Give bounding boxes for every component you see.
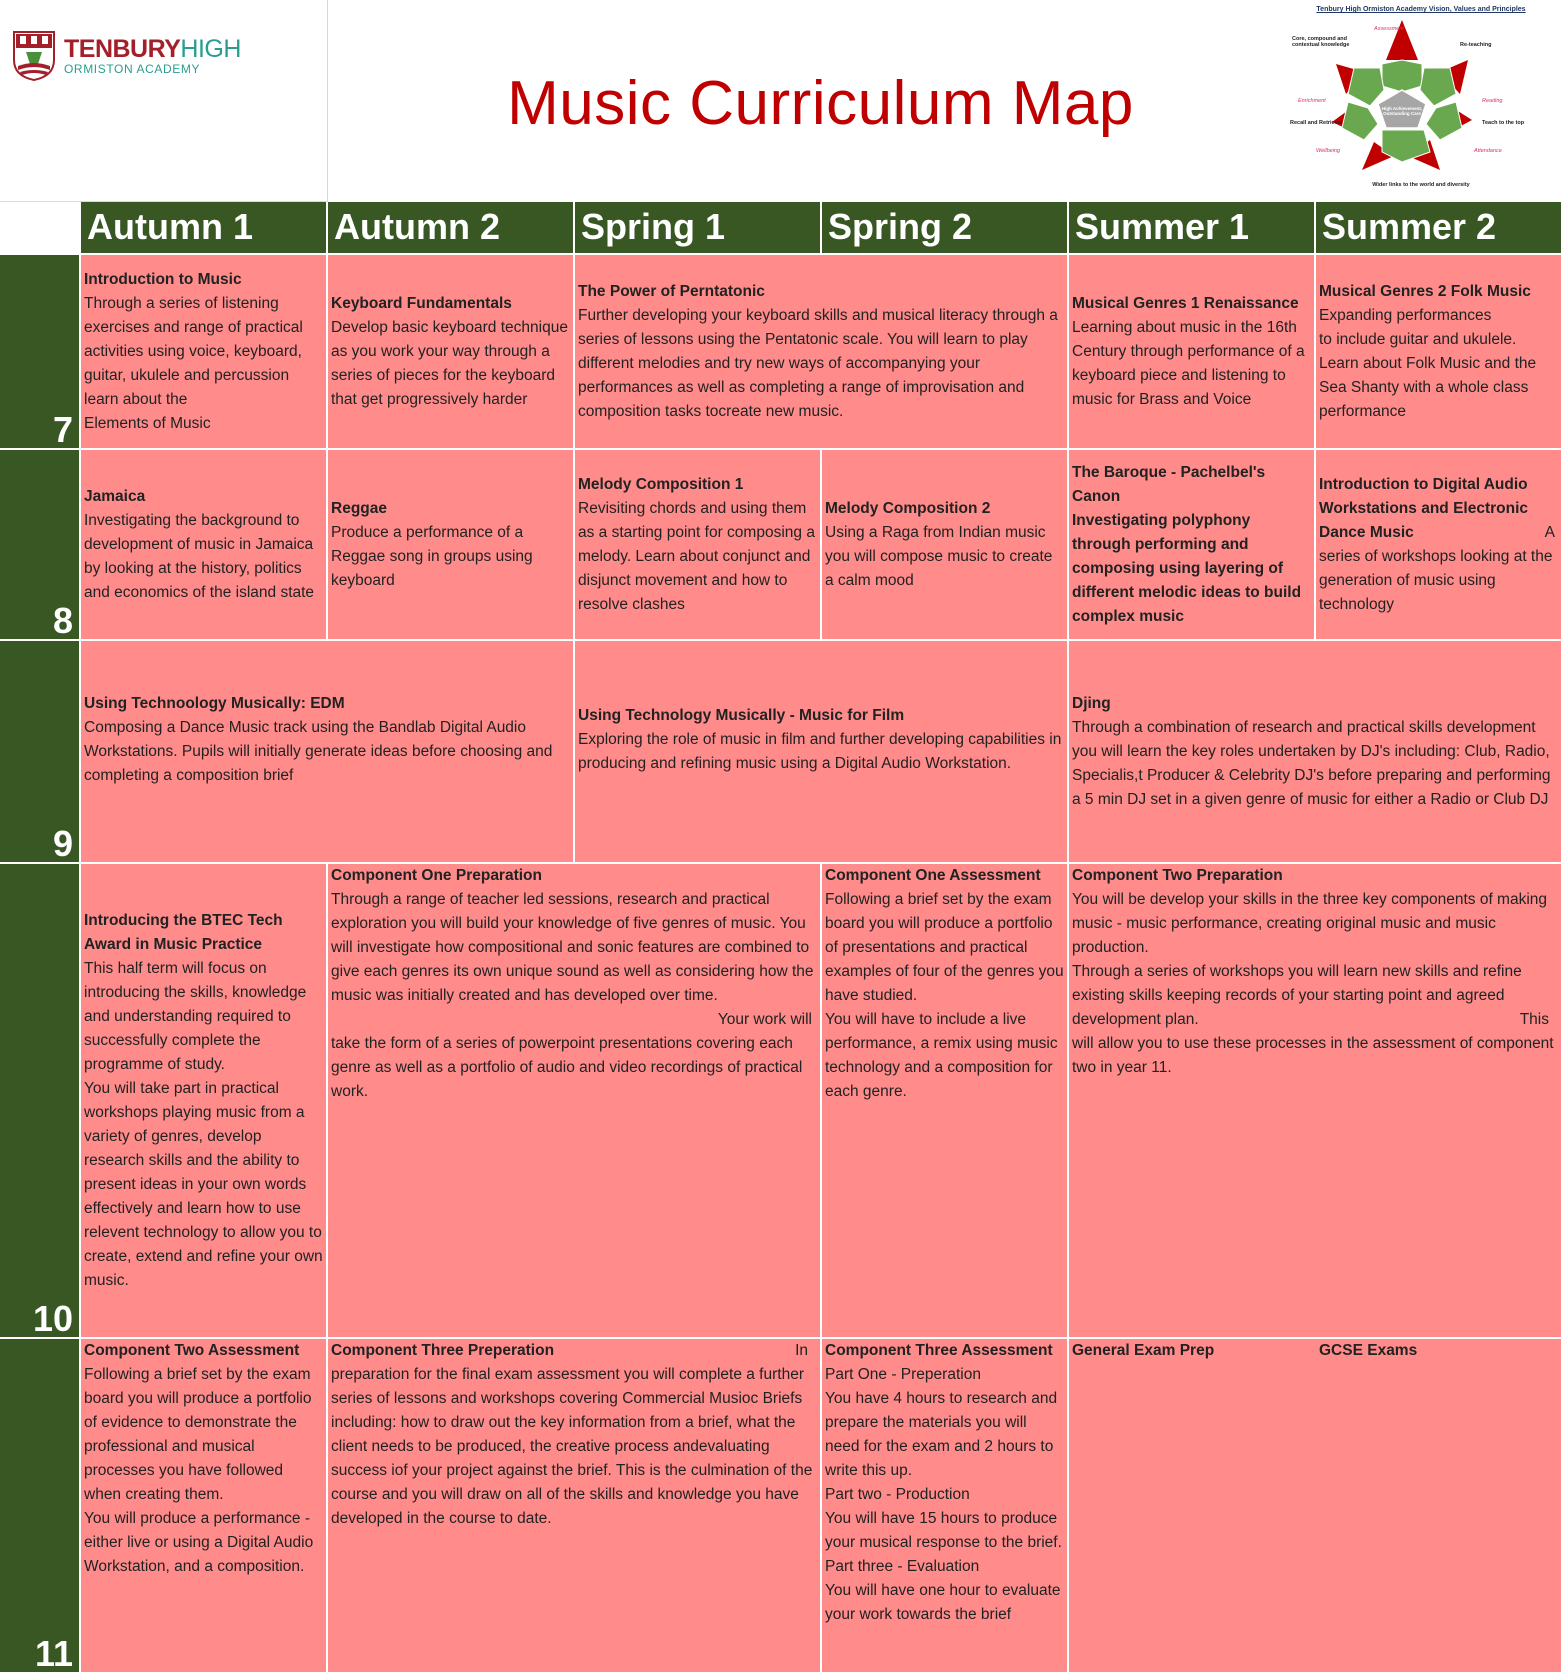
curriculum-cell — [822, 1339, 1067, 1672]
curriculum-cell — [81, 450, 326, 639]
unit-title: Component Three Preperation — [331, 1342, 555, 1359]
unit-description: Revisiting chords and using them as a starting point for composing a melody. Learn about conjunct and disjunct movement and how to resolve clashes — [578, 499, 815, 613]
year-label: 11 — [0, 1339, 79, 1672]
vision-label-enrichment: Enrichment — [1298, 98, 1326, 104]
year-label: 10 — [0, 864, 79, 1337]
curriculum-cell — [1069, 864, 1561, 1337]
term-header: Spring 1 — [575, 202, 820, 253]
curriculum-cell — [1069, 641, 1561, 862]
unit-header-row — [1072, 1339, 1559, 1363]
vision-diagram — [1290, 2, 1560, 200]
vision-title: Tenbury High Ormiston Academy Vision, Values and Principles — [1316, 6, 1526, 13]
logo-panel — [0, 0, 328, 202]
logo-wordmark: TENBURYHIGH — [64, 35, 241, 63]
unit-description: Produce a performance of a Reggae song in groups using keyboard — [331, 523, 533, 589]
vision-label-teach-top: Teach to the top — [1482, 120, 1525, 126]
curriculum-cell — [575, 641, 1067, 862]
vision-label-attendance: Attendance — [1474, 148, 1502, 154]
page-title: Music Curriculum Map — [507, 68, 1134, 138]
curriculum-cell — [575, 450, 820, 639]
unit-description: Investigating the background to development of music in Jamaica by looking at the history, politics and economics of the island state — [84, 511, 315, 601]
unit-title: Reggae — [331, 499, 387, 517]
unit-description: Exploring the role of music in film and further developing capabilities in producing and refining music using a Digital Audio Workstation. — [578, 730, 1062, 772]
unit-title: Using Technoology Musically: EDM — [84, 694, 345, 712]
unit-description: Using a Raga from Indian music you will compose music to create a calm mood — [825, 523, 1053, 589]
unit-title: Introduction to Digital Audio Workstations and Electronic Dance Music — [1319, 475, 1529, 541]
term-header: Summer 2 — [1316, 202, 1561, 253]
unit-description: Through a combination of research and practical skills development you will learn the key roles undertaken by DJ's including: Club, Radio, Specialis,t Producer & Celebrity DJ's before preparing and performing a 5 min DJ set in a given genre of music for either a Radio or Club DJ — [1072, 718, 1551, 808]
vision-label-wellbeing: Wellbeing — [1316, 148, 1341, 154]
crest-icon — [12, 30, 56, 82]
unit-title: Introducing the BTEC Tech Award in Music Practice — [84, 911, 283, 953]
unit-title: The Baroque - Pachelbel's Canon — [1072, 463, 1266, 505]
unit-description: take the form of a series of powerpoint presentations covering each genre as well as a portfolio of audio and video recordings of practical work. — [331, 1035, 803, 1100]
unit-title: Musical Genres 2 Folk Music — [1319, 282, 1531, 300]
unit-title: Component Two Assessment — [84, 1342, 300, 1359]
unit-title: Musical Genres 1 Renaissance — [1072, 294, 1299, 312]
curriculum-cell — [822, 864, 1067, 1337]
unit-description: Further developing your keyboard skills and musical literacy through a series of lessons using the Pentatonic scale. You will learn to play different melodies and try new ways of accompanying your performances as well as completing a range of improvisation and composition tasks tocreate new music. — [578, 306, 1058, 420]
vision-label-reteaching: Re-teaching — [1460, 42, 1492, 48]
unit-description: Composing a Dance Music track using the Bandlab Digital Audio Workstations. Pupils will initially generate ideas before choosing and completing a composition brief — [84, 718, 553, 784]
unit-title: Component Two Preparation — [1072, 867, 1283, 884]
unit-title: Jamaica — [84, 487, 146, 505]
unit-description: Expanding performances to include guitar and ukulele. Learn about Folk Music and the Sea Shanty with a whole class performance — [1319, 306, 1537, 420]
vision-star-graphic — [1290, 2, 1552, 200]
unit-title: Using Technology Musically - Music for Film — [578, 706, 905, 724]
curriculum-cell — [328, 255, 573, 448]
curriculum-cell — [328, 864, 820, 1337]
unit-title: General Exam Prep — [1072, 1342, 1215, 1359]
curriculum-cell — [328, 450, 573, 639]
unit-description: Through a range of teacher led sessions, research and practical exploration you will build your knowledge of five genres of music. You will investigate how compositional and sonic features are combined to give each genres its own unique sound as well as considering how the music was initially created and has developed over time. Your work will — [331, 888, 818, 1032]
vision-center-label: High Achievement, Outstanding Care — [1381, 106, 1423, 116]
unit-description: Develop basic keyboard technique as you work your way through a series of pieces for the keyboard that get progressively harder — [331, 318, 568, 408]
unit-description: Following a brief set by the exam board you will produce a portfolio of presentations and practical examples of four of the genres you have studied. You will have to include a live performance, a remix using music technology and a composition for each genre. — [825, 891, 1064, 1100]
curriculum-cell — [1316, 450, 1561, 639]
unit-title: Introduction to Music — [84, 270, 242, 288]
year-label: 8 — [0, 450, 79, 639]
unit-description-tail: Your work will — [717, 1011, 812, 1028]
curriculum-cell — [1069, 255, 1314, 448]
school-logo — [12, 30, 241, 82]
term-header: Summer 1 — [1069, 202, 1314, 253]
curriculum-cell — [1069, 1339, 1561, 1672]
unit-title: Component Three Assessment — [825, 1342, 1053, 1359]
term-header: Autumn 1 — [81, 202, 326, 253]
unit-description: Learning about music in the 16th Century through performance of a keyboard piece and listening to music for Brass and Voice — [1072, 318, 1305, 408]
unit-title: Component One Preparation — [331, 867, 542, 884]
unit-title: Djing — [1072, 694, 1111, 712]
unit-title: GCSE Exams — [1319, 1342, 1418, 1359]
year-label: 7 — [0, 255, 79, 448]
curriculum-cell — [822, 450, 1067, 639]
term-header: Autumn 2 — [328, 202, 573, 253]
unit-marker: A — [1544, 523, 1555, 541]
curriculum-cell — [328, 1339, 820, 1672]
vision-label-assessment: Assessment — [1374, 26, 1404, 32]
unit-description-tail: This — [1519, 1011, 1549, 1028]
title-panel — [328, 0, 1313, 202]
unit-description: You will be develop your skills in the three key components of making music - music performance, creating original music and music production. Through a series of workshops you will learn new skills and refine existing skills keeping records of your starting point and agreed development plan. This — [1072, 888, 1559, 1032]
vision-label-recall: Recall and Retrieval — [1290, 120, 1343, 126]
curriculum-cell — [1069, 450, 1314, 639]
logo-subtitle: ORMISTON ACADEMY — [64, 62, 201, 76]
unit-description: Through a series of listening exercises and range of practical activities using voice, keyboard, guitar, ukulele and percussion learn about the Elements of Music — [84, 294, 303, 432]
unit-description: Following a brief set by the exam board you will produce a portfolio of evidence to demonstrate the professional and musical processes you have followed when creating them. You will produce a performance - either live or using a Digital Audio Workstation, and a composition. — [84, 1366, 314, 1575]
vision-footer: Wider links to the world and diversity — [1372, 182, 1470, 188]
unit-header-row — [331, 1339, 818, 1363]
unit-title: Melody Composition 1 — [578, 475, 744, 493]
unit-lead: In — [795, 1342, 808, 1359]
vision-label-core: Core, compound and contextual knowledge — [1292, 36, 1350, 48]
unit-title: Component One Assessment — [825, 867, 1041, 884]
unit-title: Melody Composition 2 — [825, 499, 991, 517]
unit-description: This half term will focus on introducing the skills, knowledge and understanding required to successfully complete the programme of study. You will take part in practical workshops playing music from a variety of genres, develop research skills and the ability to present ideas in your own words effectively and learn how to use relevent technology to allow you to create, extend and refine your own music. — [84, 959, 323, 1289]
unit-description: series of workshops looking at the generation of music using technology — [1319, 547, 1553, 613]
vision-label-reading: Reading — [1482, 98, 1503, 104]
unit-description: preparation for the final exam assessment you will complete a further series of lessons and workshops covering Commercial Musioc Briefs including: how to draw out the key information from a brief, what the client needs to be produced, the creative process andevaluating success iof your project against the brief. This is the culmination of the course and you will draw on all of the skills and knowledge you have developed in the course to date. — [331, 1366, 813, 1527]
unit-description: Part One - Preperation You have 4 hours to research and prepare the materials you will need for the exam and 2 hours to write this up. Part two - Production You will have 15 hours to produce your musical response to the brief. Part three - Evaluation You will have one hour to evaluate your work towards the brief — [825, 1366, 1062, 1623]
unit-title: Keyboard Fundamentals — [331, 294, 512, 312]
term-header: Spring 2 — [822, 202, 1067, 253]
grid-corner — [0, 202, 79, 253]
unit-title: The Power of Perntatonic — [578, 282, 765, 300]
curriculum-cell — [575, 255, 1067, 448]
unit-description: Investigating polyphony through performing and composing using layering of different melodic ideas to build complex music — [1072, 511, 1302, 625]
unit-description: will allow you to use these processes in the assessment of component two in year 11. — [1072, 1035, 1554, 1076]
curriculum-grid — [0, 202, 1563, 1680]
curriculum-cell — [81, 255, 326, 448]
curriculum-cell — [1316, 255, 1561, 448]
curriculum-cell — [81, 864, 326, 1337]
year-label: 9 — [0, 641, 79, 862]
curriculum-cell — [81, 1339, 326, 1672]
curriculum-cell — [81, 641, 573, 862]
